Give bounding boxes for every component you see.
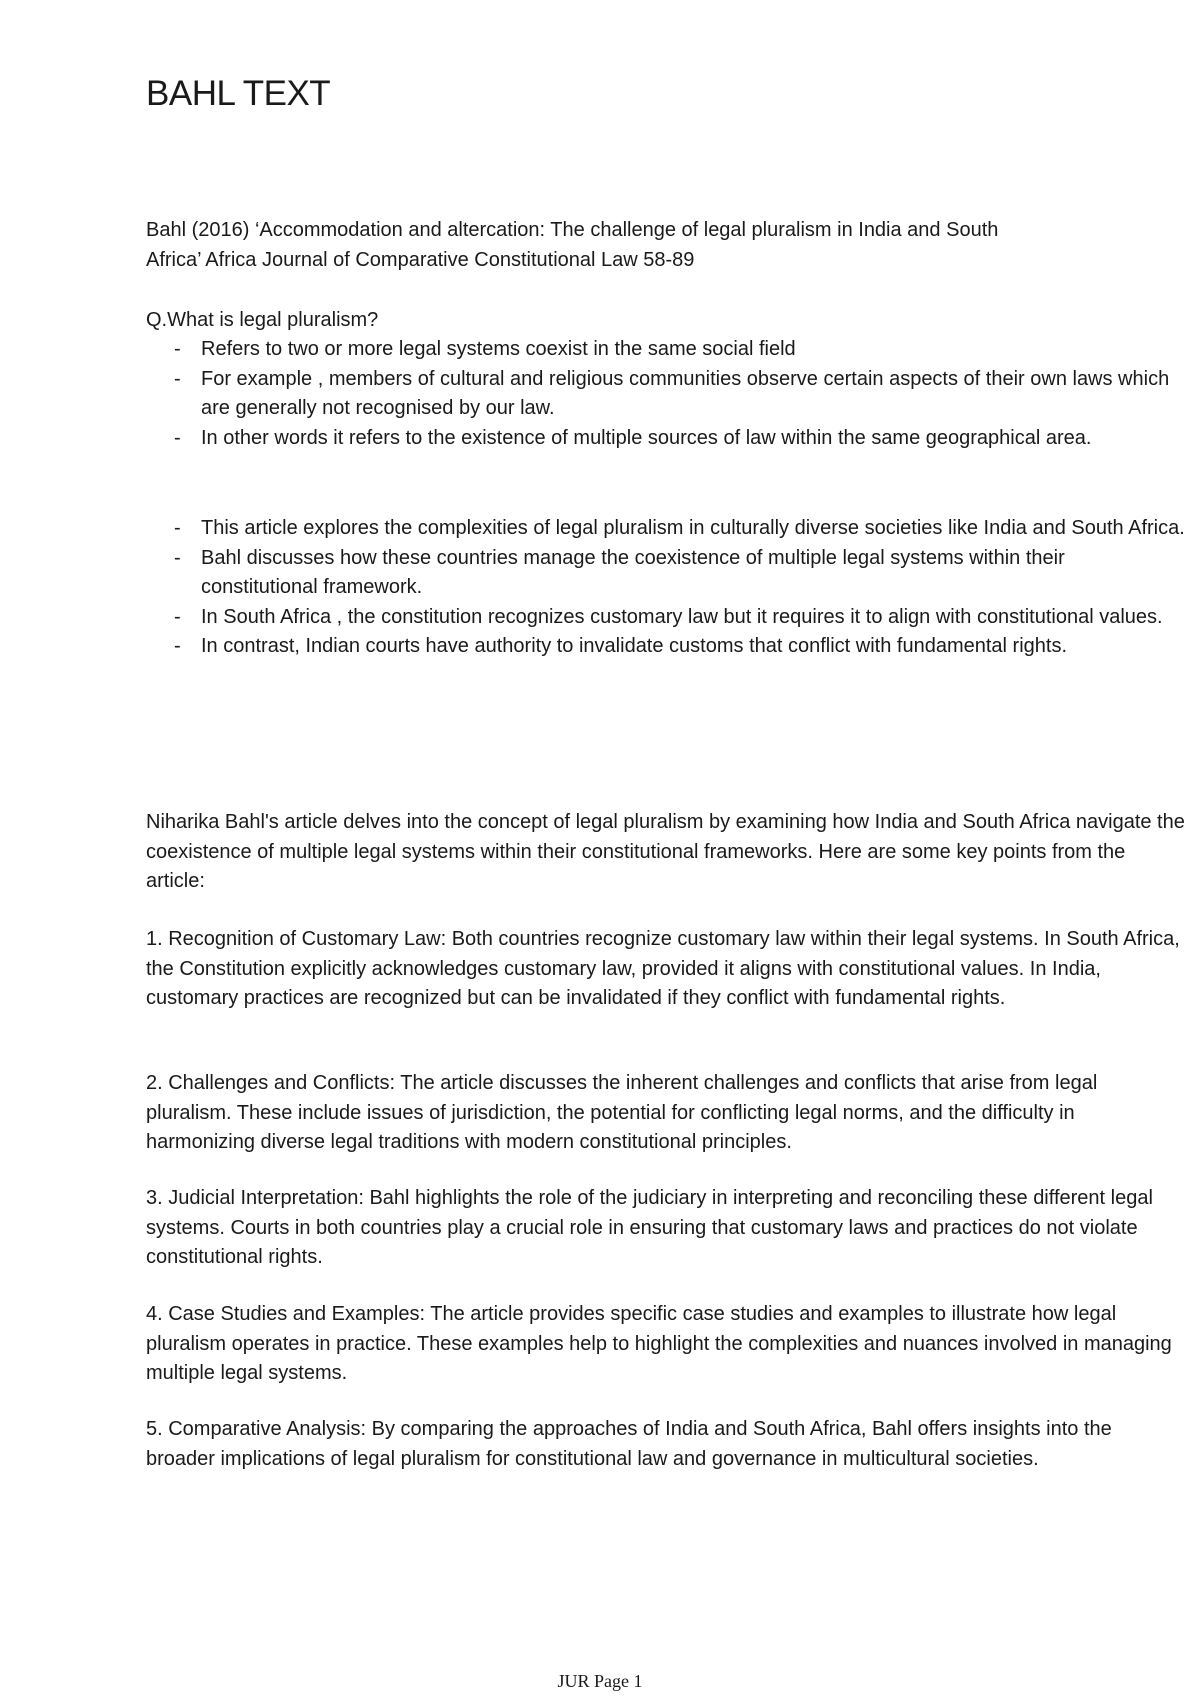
bullet-text: This article explores the complexities of legal pluralism in culturally diverse societies like India and South Africa.	[201, 517, 1185, 539]
definition-bullet-list	[146, 335, 1186, 453]
summary-intro-paragraph: Niharika Bahl's article delves into the concept of legal pluralism by examining how India and South Africa navigate the coexistence of multiple legal systems within their constitutional frameworks. Here are some key points from the article:	[146, 811, 1185, 892]
bullet-dash: -	[174, 338, 181, 360]
bullet-dash: -	[174, 546, 181, 569]
list-item	[146, 514, 1186, 544]
page-footer: JUR Page 1	[557, 1671, 643, 1691]
key-point-paragraph: 3. Judicial Interpretation: Bahl highlights the role of the judiciary in interpreting and reconciling these different legal systems. Courts in both countries play a crucial role in ensuring that customary laws and practices do not violate constitutional rights.	[146, 1187, 1153, 1268]
bullet-text: In South Africa , the constitution recognizes customary law but it requires it to align with constitutional values.	[201, 605, 1163, 628]
bullet-text: In contrast, Indian courts have authority to invalidate customs that conflict with fundamental rights.	[201, 635, 1068, 657]
citation-line-2: Africa’ Africa Journal of Comparative Constitutional Law 58-89	[146, 248, 695, 271]
bullet-text: Bahl discusses how these countries manage the coexistence of multiple legal systems within their constitutional framework.	[201, 546, 1065, 598]
bullet-text: In other words it refers to the existence of multiple sources of law within the same geographical area.	[201, 426, 1092, 449]
list-item	[146, 424, 1186, 454]
citation	[146, 216, 1186, 275]
list-item	[146, 335, 1186, 365]
bullet-dash: -	[174, 426, 181, 449]
list-item	[146, 603, 1186, 633]
list-item	[146, 544, 1186, 603]
bullet-dash: -	[174, 367, 181, 390]
key-point-paragraph: 5. Comparative Analysis: By comparing the approaches of India and South Africa, Bahl offers insights into the broader implications of legal pluralism for constitutional law and governance in multicultural societies.	[146, 1418, 1112, 1470]
citation-line-1: Bahl (2016) ‘Accommodation and altercation: The challenge of legal pluralism in India and South	[146, 219, 999, 241]
bullet-dash: -	[174, 517, 181, 539]
key-point-paragraph: 4. Case Studies and Examples: The article provides specific case studies and examples to illustrate how legal pluralism operates in practice. These examples help to highlight the complexities and nuances involved in managing multiple legal systems.	[146, 1303, 1172, 1384]
key-point-paragraph: 1. Recognition of Customary Law: Both countries recognize customary law within their legal systems. In South Africa, the Constitution explicitly acknowledges customary law, provided it aligns with constitutional values. In India, customary practices are recognized but can be invalidated if they conflict with fundamental rights.	[146, 928, 1180, 1009]
bullet-dash: -	[174, 635, 181, 657]
document-title: BAHL TEXT	[146, 74, 331, 113]
bullet-dash: -	[174, 605, 181, 628]
list-item	[146, 632, 1186, 662]
question-heading: Q.What is legal pluralism?	[146, 309, 379, 331]
article-bullet-list	[146, 514, 1186, 662]
list-item	[146, 365, 1186, 424]
bullet-text: Refers to two or more legal systems coexist in the same social field	[201, 338, 796, 360]
key-point-paragraph: 2. Challenges and Conflicts: The article discusses the inherent challenges and conflicts that arise from legal pluralism. These include issues of jurisdiction, the potential for conflicting legal norms, and the difficulty in harmonizing diverse legal traditions with modern constitutional principles.	[146, 1072, 1098, 1153]
bullet-text: For example , members of cultural and religious communities observe certain aspects of their own laws which are generally not recognised by our law.	[201, 367, 1170, 419]
